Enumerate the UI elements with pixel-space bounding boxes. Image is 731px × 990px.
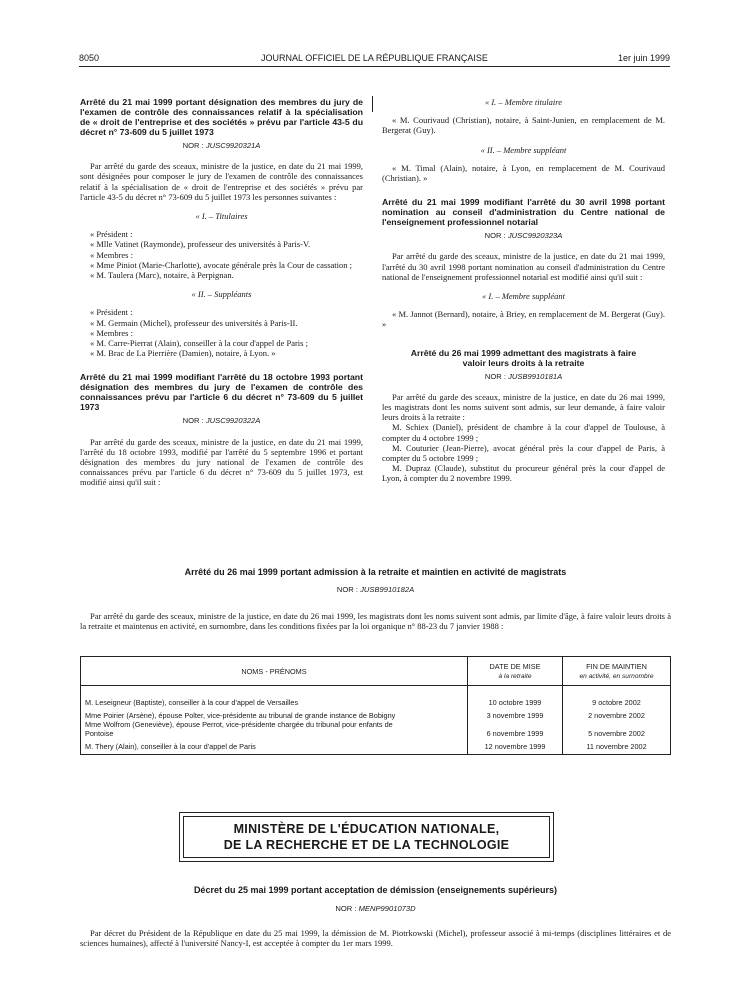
- arrete-retraite-section: [382, 348, 665, 484]
- nor-reference: NOR : JUSB9910182A: [336, 585, 415, 594]
- column-header-names: NOMS - PRÉNOMS: [81, 657, 468, 686]
- nor-code: JUSC9920323A: [507, 231, 563, 241]
- nor-code: JUSC9920321A: [205, 141, 261, 150]
- ministry-line-1: MINISTÈRE DE L'ÉDUCATION NATIONALE,: [233, 822, 500, 836]
- section-heading: « I. – Membre titulaire: [484, 97, 563, 107]
- member-entry: « M. Taulera (Marc), notaire, à Perpignan.: [90, 270, 234, 281]
- header-rule: [79, 66, 670, 67]
- member-entry: « Mlle Vatinet (Raymonde), professeur des universités à Paris-V.: [90, 239, 311, 250]
- cell-retirement-date: 12 novembre 1999: [468, 738, 563, 755]
- column-header-retirement-date: DATE DE MISE à la retraite: [468, 657, 563, 686]
- table-row: [81, 686, 671, 708]
- role-label: « Président :: [90, 229, 133, 240]
- right-column: [382, 97, 665, 484]
- section-heading: « II. – Membre suppléant: [480, 144, 567, 155]
- nor-reference: NOR : JUSC9920323A: [484, 231, 563, 241]
- nor-code: MENP9901073D: [358, 904, 416, 913]
- arrete-intro: Par arrêté du garde des sceaux, ministre de la justice, en date du 21 mai 1999, sont désignées pour composer le jury de l'examen de contrôle des connaissances relatif à la spécialisation de « droit de l'entreprise et des sociétés » prévu par l'article 43-5 du décret n° 73-609 du 5 juillet 1973 les personnes suivantes :: [80, 161, 363, 202]
- arrete-title: Arrêté du 26 mai 1999 admettant des magistrats à faire valoir leurs droits à la retraite: [410, 347, 637, 368]
- decret-title: Décret du 25 mai 1999 portant acceptation de démission (enseignements supérieurs): [193, 885, 558, 895]
- role-label: « Président :: [90, 307, 133, 318]
- cell-retirement-date: 10 octobre 1999: [468, 686, 563, 708]
- cell-name: Mme Poirier (Arsène), épouse Polter, vice-présidente au tribunal de grande instance de Bobigny: [81, 707, 468, 720]
- member-entry: « M. Courivaud (Christian), notaire, à Saint-Junien, en remplacement de M. Bergerat (Guy).: [382, 115, 665, 136]
- section-heading: « II. – Suppléants: [191, 289, 252, 300]
- member-entry: M. Couturier (Jean-Pierre), avocat général près la cour d'appel de Paris, à compter du 5 octobre 1999 ;: [382, 442, 665, 464]
- role-label: « Membres :: [90, 249, 133, 260]
- arrete-title: Arrêté du 21 mai 1999 modifiant l'arrêté du 18 octobre 1993 portant désignation des membres du jury de l'examen de contrôle des connaissances prévu par l'article 6 du décret n° 73-609 du 5 juillet 1973: [80, 372, 363, 413]
- member-entry: « M. Brac de La Pierrière (Damien), notaire, à Lyon. »: [90, 348, 276, 359]
- magistrates-table: [80, 656, 671, 755]
- cell-end-date: 5 novembre 2002: [563, 720, 671, 738]
- nor-code: JUSB9910182A: [360, 585, 415, 594]
- left-column: [80, 97, 363, 488]
- arrete-jury-section: [80, 97, 363, 358]
- member-entry: « M. Timal (Alain), notaire, à Lyon, en remplacement de M. Courivaud (Christian). »: [382, 162, 665, 184]
- nor-reference: NOR : MENP9901073D: [335, 904, 416, 913]
- arrete-maintien-title: Arrêté du 26 mai 1999 portant admission à la retraite et maintien en activité de magistrats: [184, 567, 567, 577]
- nor-reference: NOR : JUSC9920321A: [182, 141, 261, 150]
- column-divider: [372, 96, 373, 112]
- member-entry: M. Schiex (Daniel), président de chambre à la cour d'appel de Toulouse, à compter du 4 octobre 1999 ;: [382, 422, 665, 443]
- nor-reference: NOR : JUSC9920322A: [182, 416, 261, 426]
- cell-retirement-date: 6 novembre 1999: [468, 720, 563, 738]
- ministry-line-2: DE LA RECHERCHE ET DE LA TECHNOLOGIE: [223, 838, 510, 852]
- member-entry: M. Dupraz (Claude), substitut du procureur général près la cour d'appel de Lyon, à compter du 2 novembre 1999.: [382, 463, 665, 484]
- member-entry: « M. Jannot (Bernard), notaire, à Briey, en remplacement de M. Bergerat (Guy). »: [382, 309, 665, 330]
- member-entry: « M. Germain (Michel), professeur des universités à Paris-II.: [90, 317, 298, 328]
- nor-code: JUSC9920322A: [205, 416, 261, 426]
- cell-end-date: 9 octobre 2002: [563, 686, 671, 708]
- arrete-intro: Par arrêté du garde des sceaux, ministre de la justice, en date du 26 mai 1999, les magistrats dont les noms suivent sont admis, sur leur demande, à faire valoir leurs droits à la retraite :: [382, 391, 665, 423]
- nor-reference: NOR : JUSB9910181A: [484, 371, 563, 381]
- arrete-maintien-intro: Par arrêté du garde des sceaux, ministre de la justice, en date du 26 mai 1999, les magistrats dont les noms suivent sont admis, par limite d'âge, à faire valoir leurs droits à la retraite et maintenus en activité, en surnombre, dans les conditions fixées par la loi organique n° 88-23 du 7 janvier 1988 :: [80, 611, 671, 632]
- arrete-title: Arrêté du 21 mai 1999 modifiant l'arrêté du 30 avril 1998 portant nomination au conseil d'administration du Centre national de l'enseignement professionnel notarial: [382, 197, 665, 228]
- arrete-modification-section: [80, 372, 363, 487]
- table-row: [81, 720, 671, 738]
- ministry-banner: [179, 812, 554, 862]
- arrete-intro: Par arrêté du garde des sceaux, ministre de la justice, en date du 21 mai 1999, l'arrêté du 30 avril 1998 portant nomination au conseil d'administration du Centre national de l'enseignement professionnel notarial est modifié ainsi qu'il suit :: [382, 251, 665, 282]
- column-header-end-date: FIN DE MAINTIEN en activité, en surnombre: [563, 657, 671, 686]
- member-entry: « Mme Piniot (Marie-Charlotte), avocate générale près la Cour de cassation ;: [90, 259, 352, 270]
- cell-name: M. Thery (Alain), conseiller à la cour d'appel de Paris: [81, 738, 468, 755]
- journal-title: JOURNAL OFFICIEL DE LA RÉPUBLIQUE FRANÇAISE: [261, 53, 488, 63]
- cell-retirement-date: 3 novembre 1999: [468, 707, 563, 720]
- table-row: [81, 738, 671, 755]
- section-heading: « I. – Titulaires: [195, 211, 248, 222]
- nor-code: JUSB9910181A: [508, 371, 563, 381]
- cell-end-date: 11 novembre 2002: [563, 738, 671, 755]
- table-row: [81, 707, 671, 720]
- page-header: [79, 53, 670, 67]
- member-entry: « M. Carre-Pierrat (Alain), conseiller à la cour d'appel de Paris ;: [90, 338, 308, 349]
- page-number: 8050: [79, 53, 100, 63]
- arrete-title: Arrêté du 21 mai 1999 portant désignation des membres du jury de l'examen de contrôle des connaissances relatif à la spécialisation de « droit de l'entreprise et des sociétés » prévu par l'article 43-5 du décret n° 73-609 du 5 juillet 1973: [80, 97, 363, 137]
- role-label: « Membres :: [90, 327, 133, 338]
- cell-end-date: 2 novembre 2002: [563, 707, 671, 720]
- arrete-cnepn-section: [382, 197, 665, 329]
- section-heading: « I. – Membre suppléant: [481, 291, 566, 302]
- arrete-intro: Par arrêté du garde des sceaux, ministre de la justice, en date du 21 mai 1999, l'arrêté du 18 octobre 1993, modifié par l'arrêté du 5 septembre 1996 et portant désignation des membres du jury national de l'examen de contrôle des connaissances prévu par l'article 6 du décret n° 73-609 du 5 juillet 1973, est modifié ainsi qu'il suit :: [80, 436, 363, 488]
- cell-name: M. Leseigneur (Baptiste), conseiller à la cour d'appel de Versailles: [81, 686, 468, 708]
- decret-text: Par décret du Président de la République en date du 25 mai 1999, la démission de M. Piotrkowski (Michel), professeur associé à mi-temps (disciplines littéraires et de sciences humaines), affecté à l'université Nancy-I, est acceptée à compter du 1er mars 1999.: [80, 928, 671, 949]
- issue-date: 1er juin 1999: [617, 53, 670, 63]
- cell-name: Mme Wolfrom (Geneviève), épouse Perrot, vice-présidente chargée du tribunal pour enfants de Pontoise: [81, 720, 468, 738]
